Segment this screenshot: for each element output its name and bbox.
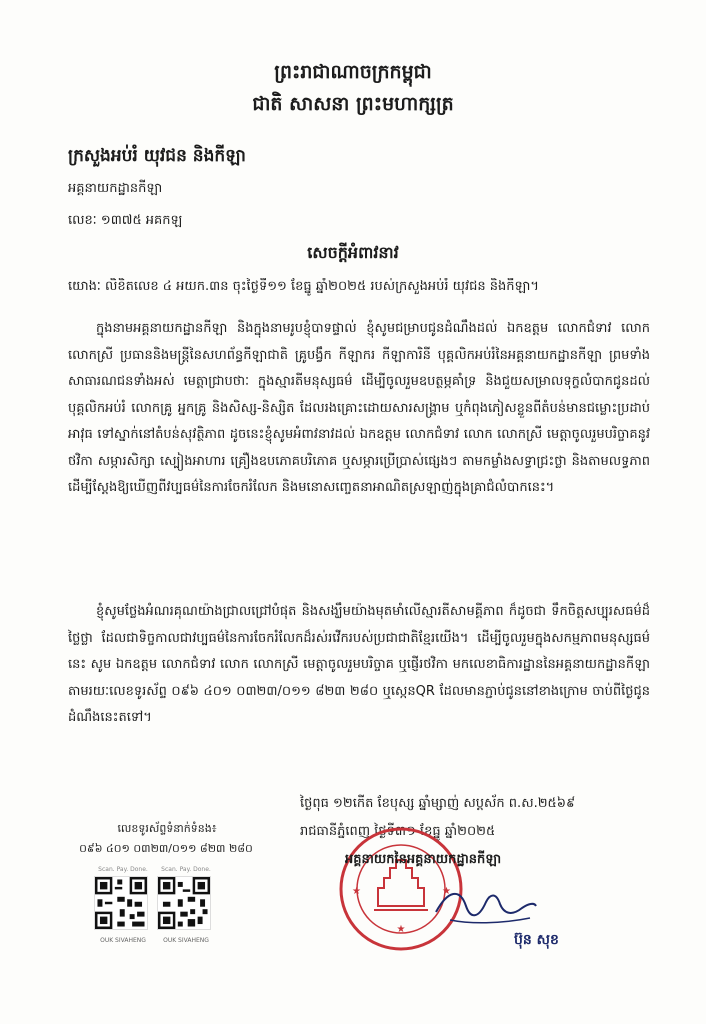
qr-account-name: OUK SIVAHENG — [100, 937, 146, 944]
reference-number: លេខៈ ១៣៧៥ អគកឡ — [68, 213, 183, 228]
body-paragraph-2 — [68, 599, 650, 785]
lunar-date: ថ្ងៃពុធ ១២កើត ខែបុស្ស ឆ្នាំម្សាញ់ សប្តស័ក ព.ស.២៥៦៩ — [300, 796, 576, 811]
body-paragraph-1 — [68, 316, 650, 584]
solar-date: រាជធានីភ្នំពេញ ថ្ងៃទី៣១ ខែធ្នូ ឆ្នាំ២០២៥ — [300, 824, 496, 839]
ministry-name: ក្រសួងអប់រំ យុវជន និងកីឡា — [68, 146, 246, 166]
department-name: អគ្គនាយកដ្ឋានកីឡា — [68, 181, 163, 196]
document-title: សេចក្តីអំពាវនាវ — [307, 243, 399, 262]
donation-qr-code-2[interactable] — [157, 866, 215, 944]
national-motto: ជាតិ សាសនា ព្រះមហាក្សត្រ — [252, 93, 454, 115]
contact-phone-label: លេខទូរស័ព្ទទំនាក់ទំនង៖ — [117, 822, 217, 835]
qr-caption: Scan. Pay. Done. — [98, 866, 148, 873]
svg-text:★: ★ — [396, 924, 406, 935]
paragraph-1-text: ក្នុងនាមអគ្គនាយកដ្ឋានកីឡា និងក្នុងនាមរូបខ្ញុំបាទផ្ទាល់ ខ្ញុំសូមជម្រាបជូនដំណឹងដល់ ឯកឧត្តម លោកជំទាវ លោក លោកស្រី ប្រធាននិងមន្ត្រីនៃសហព័ន្ធកីឡាជាតិ គ្រូបង្វឹក កីឡាករ កីឡាការិនី បុគ្គលិកអប់រំនៃអគ្គនាយកដ្ឋានកីឡា ព្រមទាំងសាធារណជនទាំងអស់ មេត្តាជ្រាបថាៈ ក្នុងស្មារតីមនុស្សធម៌ ដើម្បីចូលរួមឧបត្ថម្ភគាំទ្រ និងជួយសម្រាលទុក្ខលំបាកជូនដល់បុគ្គលិកអប់រំ លោកគ្រូ អ្នកគ្រូ និងសិស្ស-និស្សិត ដែលរងគ្រោះដោយសារសង្គ្រាម ឬកំពុងភៀសខ្លួនពីតំបន់មានជម្លោះប្រដាប់អាវុធ ទៅស្នាក់នៅតំបន់សុវត្ថិភាព ដូចនេះខ្ញុំសូមអំពាវនាវដល់ ឯកឧត្តម លោកជំទាវ លោក លោកស្រី មេត្តាចូលរួមបរិច្ចាគនូវថវិកា សម្ភារសិក្សា ស្បៀងអាហារ គ្រឿងឧបភោគបរិភោគ ឬសម្ភារប្រើប្រាស់ផ្សេងៗ តាមកម្លាំងសទ្ធាជ្រះថ្លា និងតាមលទ្ធភាព ដើម្បីស្តែងឱ្យឃើញពីវប្បធម៌នៃការចែករំលែក និងមនោសញ្ចេតនាអាណិតស្រឡាញ់ក្នុងគ្រាជំលំបាកនេះ។ — [68, 321, 650, 495]
qr-caption: Scan. Pay. Done. — [161, 866, 211, 873]
qr-account-name: OUK SIVAHENG — [163, 937, 209, 944]
handwritten-signature — [430, 880, 540, 930]
kingdom-header: ព្រះរាជាណាចក្រកម្ពុជា — [274, 61, 432, 83]
svg-text:★: ★ — [442, 886, 451, 897]
svg-text:★: ★ — [352, 886, 361, 897]
qr-code-icon — [94, 876, 148, 930]
paragraph-2-text: ខ្ញុំសូមថ្លែងអំណរគុណយ៉ាងជ្រាលជ្រៅបំផុត និងសង្ឃឹមយ៉ាងមុតមាំលើស្មារតីសាមគ្គីភាព ក៏ដូចជា ទឹកចិត្តសប្បុរសធម៌ដ៏ថ្លៃថ្លា ដែលជាទិច្ចកាលជាវប្បធម៌នៃការចែករំលែកដ៏រស់រវើករបស់ប្រជាជាតិខ្មែរយើង។ ដើម្បីចូលរួមក្នុងសកម្មភាពមនុស្សធម៌នេះ សូម ឯកឧត្តម លោកជំទាវ លោក លោកស្រី មេត្តាចូលរួមបរិច្ចាគ ឬផ្ញើរថវិកា មកលេខាធិការដ្ឋាននៃអគ្គនាយកដ្ឋានកីឡា តាមរយៈលេខទូរស័ព្ទ ០៩៦ ៤០១ ០៣២៣/០១១ ៨២៣ ២៨០ ឬស្កេនQR ដែលមានភ្ជាប់ជូននៅខាងក្រោម ចាប់ពីថ្ងៃជូនដំណឹងនេះតទៅ។ — [68, 604, 650, 725]
contact-phone-numbers: ០៩៦ ៤០១ ០៣២៣/០១១ ៨២៣ ២៨០ — [79, 842, 253, 855]
donation-qr-code-1[interactable] — [94, 866, 152, 944]
signatory-title: អគ្គនាយកនៃអគ្គនាយកដ្ឋានកីឡា — [345, 852, 502, 867]
qr-code-icon — [157, 876, 211, 930]
reference-line: យោងៈ លិខិតលេខ ៤ អយក.៣ន ចុះថ្ងៃទី១១ ខែធ្នូ ឆ្នាំ២០២៥ របស់ក្រសួងអប់រំ យុវជន និងកីឡា។ — [68, 279, 539, 294]
signatory-name: ប៊ុន សុខ — [514, 932, 559, 948]
